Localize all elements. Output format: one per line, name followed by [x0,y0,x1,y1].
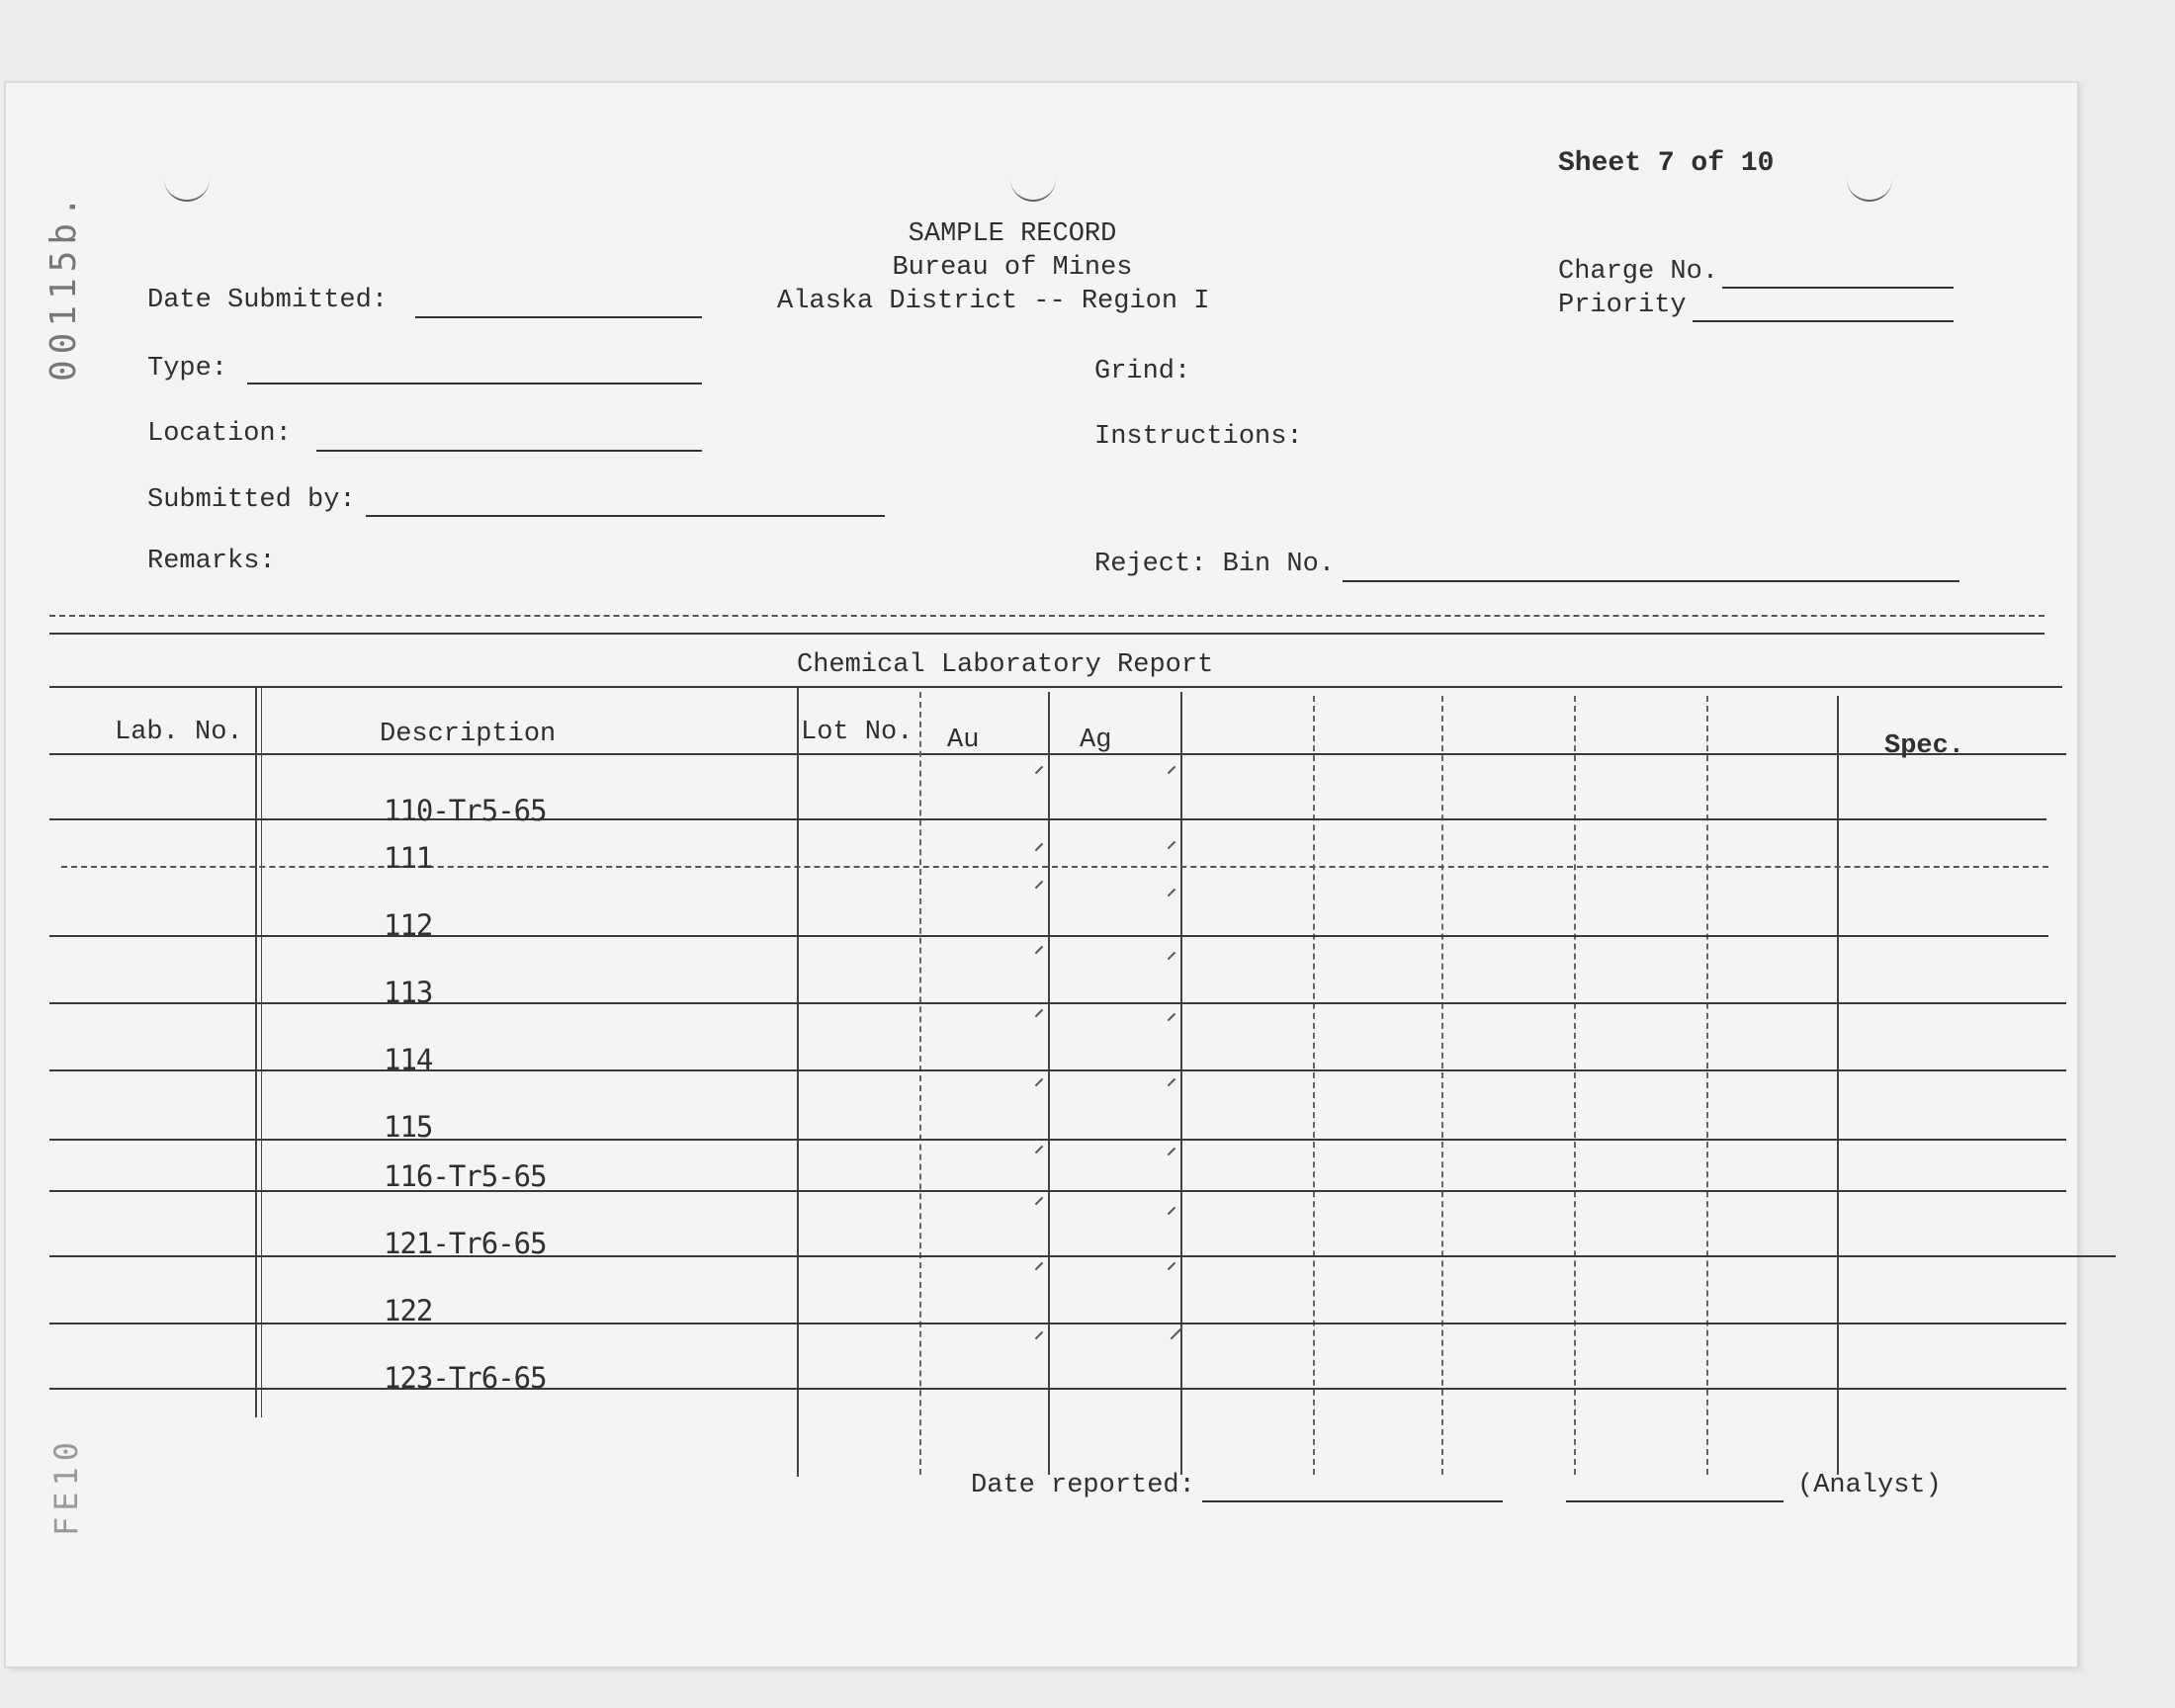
au-check-mark [1035,1146,1043,1153]
priority-label: Priority [1558,291,1687,320]
date-reported-label: Date reported: [971,1471,1195,1500]
col-header-description: Description [380,720,557,749]
au-check-mark [1035,843,1043,851]
col-divider-desc [797,688,799,1477]
table-top-rule [49,686,2062,688]
col-divider-ag [1180,692,1182,1475]
table-header-rule [49,753,2066,755]
reject-bin-field[interactable] [1343,580,1959,582]
col-divider-spec [1837,696,1839,1475]
table-row: 112 [384,908,433,942]
submitted-by-field[interactable] [366,515,885,517]
au-check-mark [1035,1009,1043,1017]
row-rule [49,1388,2066,1390]
col-header-ag: Ag [1080,726,1112,755]
row-rule [49,1069,2066,1071]
table-row: 122 [384,1294,433,1327]
au-check-mark [1035,1197,1043,1205]
form-region: Alaska District -- Region I [777,287,1210,316]
charge-no-label: Charge No. [1558,257,1719,287]
punch-hole-left [164,178,210,202]
table-row: 121-Tr6-65 [384,1227,547,1260]
ag-check-mark [1168,1207,1175,1215]
row-rule [49,1255,2116,1257]
table-row: 113 [384,976,433,1009]
ag-check-mark [1168,889,1175,897]
ag-check-mark [1168,766,1175,774]
au-check-mark [1035,1262,1043,1270]
analyst-field[interactable] [1566,1500,1784,1502]
side-stamp-number: 00115b. [44,190,84,382]
date-submitted-label: Date Submitted: [147,286,389,315]
remarks-label: Remarks: [147,547,276,576]
au-check-mark [1035,946,1043,954]
ag-check-mark [1168,1013,1175,1021]
date-reported-field[interactable] [1202,1500,1503,1502]
form-title: SAMPLE RECORD [908,219,1117,249]
col-divider-blank4 [1706,696,1708,1475]
table-row: 116-Tr5-65 [384,1159,547,1193]
reject-bin-label: Reject: Bin No. [1094,550,1336,579]
row-rule [49,935,2048,937]
col-divider-lot [919,692,921,1475]
col-header-spec: Spec. [1884,731,1965,761]
row-rule [49,1190,2066,1192]
au-check-mark [1035,881,1043,889]
col-divider-blank2 [1441,696,1443,1475]
location-field[interactable] [316,450,702,452]
table-row: 114 [384,1043,433,1076]
col-divider-au [1048,692,1050,1475]
col-header-au: Au [947,726,980,755]
ag-check-mark [1168,1148,1175,1155]
ag-check-mark [1168,841,1175,849]
table-row: 123-Tr6-65 [384,1361,547,1395]
col-divider-labno [255,688,257,1417]
row-rule [61,866,2048,868]
col-divider-labno-double [261,688,262,1417]
form-org: Bureau of Mines [892,253,1133,283]
table-row: 110-Tr5-65 [384,794,547,827]
report-title: Chemical Laboratory Report [797,650,1214,680]
row-rule [49,818,2046,820]
location-label: Location: [147,419,292,449]
type-label: Type: [147,354,228,384]
sample-record-sheet [6,83,2077,1666]
au-check-mark [1035,1078,1043,1086]
charge-no-field[interactable] [1722,287,1954,289]
au-check-mark [1035,1331,1043,1339]
punch-hole-right [1847,178,1892,202]
punch-hole-center [1010,178,1056,202]
sheet-label: Sheet 7 of 10 [1558,148,1775,179]
priority-field[interactable] [1693,320,1954,322]
table-row: 111 [384,841,433,875]
col-header-lab-no: Lab. No. [115,718,243,747]
row-rule [49,1139,2066,1141]
col-divider-blank1 [1313,696,1315,1475]
table-row: 115 [384,1110,433,1144]
instructions-label: Instructions: [1094,422,1303,452]
type-field[interactable] [247,383,702,384]
row-rule [49,1002,2066,1004]
col-divider-blank3 [1574,696,1576,1475]
separator-solid [49,633,2044,635]
separator-dashed [49,615,2044,617]
side-stamp-bottom: FE10 [47,1435,85,1536]
ag-check-mark [1168,952,1175,960]
submitted-by-label: Submitted by: [147,485,356,515]
col-header-lot-no: Lot No. [801,718,914,747]
analyst-label: (Analyst) [1797,1471,1942,1500]
row-rule [49,1323,2066,1324]
date-submitted-field[interactable] [415,316,702,318]
ag-check-mark [1168,1078,1175,1086]
grind-label: Grind: [1094,357,1191,386]
ag-check-mark [1168,1262,1175,1270]
au-check-mark [1035,766,1043,774]
